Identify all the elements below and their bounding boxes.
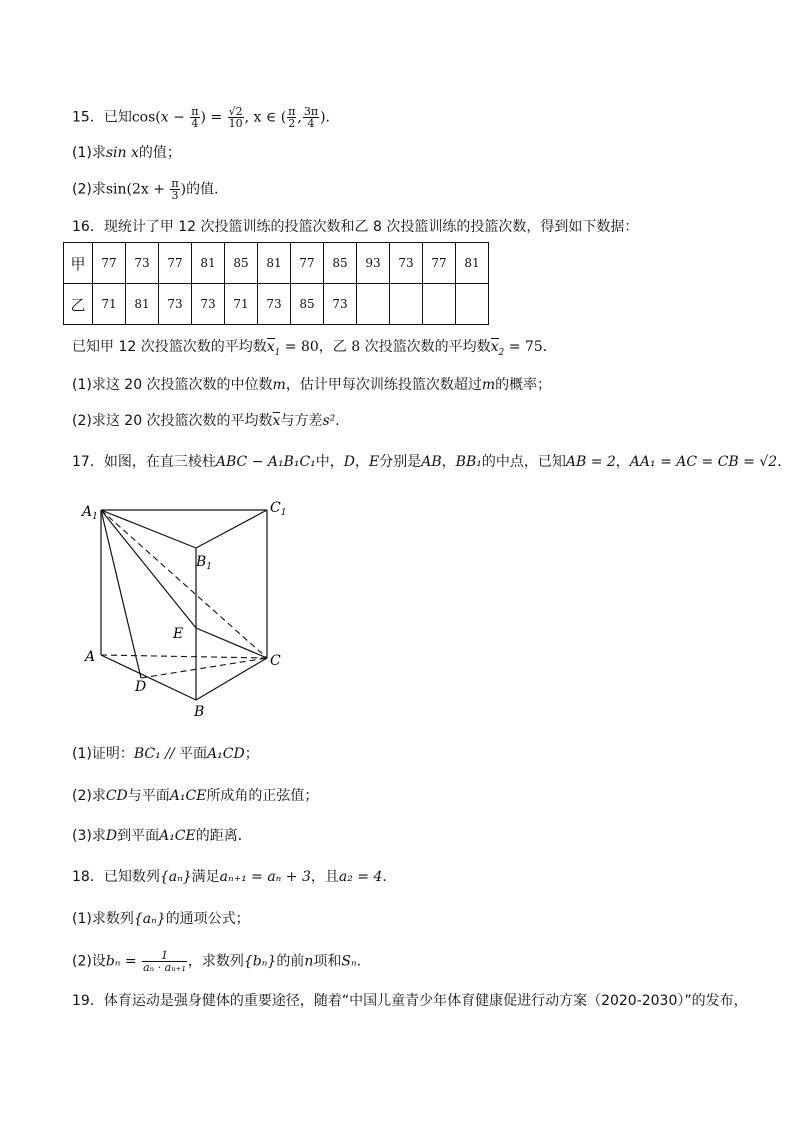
table-cell: 77 [93,243,126,284]
edge-b1c1 [196,510,267,548]
table-cell: 93 [357,243,390,284]
q16-part1: (1)求这 20 次投篮次数的中位数m，估计甲每次训练投篮次数超过m的概率； [72,377,552,393]
row-label-jia: 甲 [64,243,93,284]
table-cell: 81 [126,284,159,325]
table-cell: 85 [324,243,357,284]
label-b: B [194,704,205,720]
table-cell: 71 [93,284,126,325]
table-cell: 81 [258,243,291,284]
q16-stem: 16．现统计了甲 12 次投篮训练的投篮次数和乙 8 次投篮训练的投篮次数，得到如下数据： [72,219,639,235]
table-cell: 73 [390,243,423,284]
edge-ac-hidden [101,655,267,658]
q17-part2: (2)求CD与平面A₁CE所成角的正弦值； [72,788,319,804]
q16-known: 已知甲 12 次投篮次数的平均数$x_1 = 80$，乙 8 次投篮次数的平均数$x_2 = 75$． [72,339,557,358]
label-a1: $A_1$ [82,504,98,522]
label-b1: $B_1$ [196,554,213,572]
table-cell: 85 [291,284,324,325]
table-cell [357,284,390,325]
table-cell [456,284,489,325]
label-d: D [135,679,147,695]
q16-part2: (2)求这 20 次投篮次数的平均数x与方差s²． [72,413,350,429]
segment-a1c-hidden [101,510,267,658]
table-cell: 73 [258,284,291,325]
table-cell: 81 [456,243,489,284]
q18-part2: (2)设bₙ = $\frac{1}{\text{aₙ · aₙ₊₁}}$ ，求数列{bₙ}的前n项和Sₙ． [72,949,371,974]
q17-stem: 17．如图，在直三棱柱ABC − A₁B₁C₁中，D，E分别是AB，BB₁的中点，已知AB = 2，AA₁ = AC = CB = √2． [72,454,792,470]
edge-bc [196,658,267,700]
shooting-data-table [63,242,489,325]
table-row [64,284,489,325]
table-cell: 77 [159,243,192,284]
q17-part3: (3)求D到平面A₁CE的距离． [72,828,252,844]
table-cell: 73 [126,243,159,284]
q17-part1: (1)证明：BC₁ // 平面A₁CD； [72,746,259,762]
table-cell: 73 [159,284,192,325]
q18-stem: 18．已知数列{aₙ}满足aₙ₊₁ = aₙ + 3，且a₂ = 4． [72,869,397,885]
q19-stem: 19．体育运动是强身健体的重要途径，随着“中国儿童青少年体育健康促进行动方案（2020-2030）”的发布， [72,993,748,1009]
q15-part2: (2)求sin(2x + $\frac{\pi}{3}$ )的值． [72,177,229,202]
table-cell: 77 [423,243,456,284]
label-e: E [173,626,184,642]
segment-ec [196,628,267,658]
q18-part1: (1)求数列{aₙ}的通项公式； [72,911,250,927]
prism-figure [74,492,304,722]
label-c1: $C_1$ [270,500,287,518]
edge-a1b1 [101,510,196,548]
table-cell: 77 [291,243,324,284]
segment-dc-hidden [141,658,267,678]
table-cell: 81 [192,243,225,284]
row-label-yi: 乙 [64,284,93,325]
label-c: C [270,653,281,669]
table-cell [390,284,423,325]
table-cell: 71 [225,284,258,325]
q15-stem: 15．已知cos(x − $\frac{\pi}{4}$ ) = $\frac{√2}{10}$ , x ∈ ( $\frac{\pi}{2}$ , $\frac{3\pi}{4}$ )． [72,105,340,130]
label-a: A [85,649,96,665]
q15-part1: (1)求sin x的值； [72,145,181,161]
table-cell: 73 [192,284,225,325]
table-cell: 85 [225,243,258,284]
table-row [64,243,489,284]
edge-ab [101,655,196,700]
table-cell [423,284,456,325]
table-cell: 73 [324,284,357,325]
